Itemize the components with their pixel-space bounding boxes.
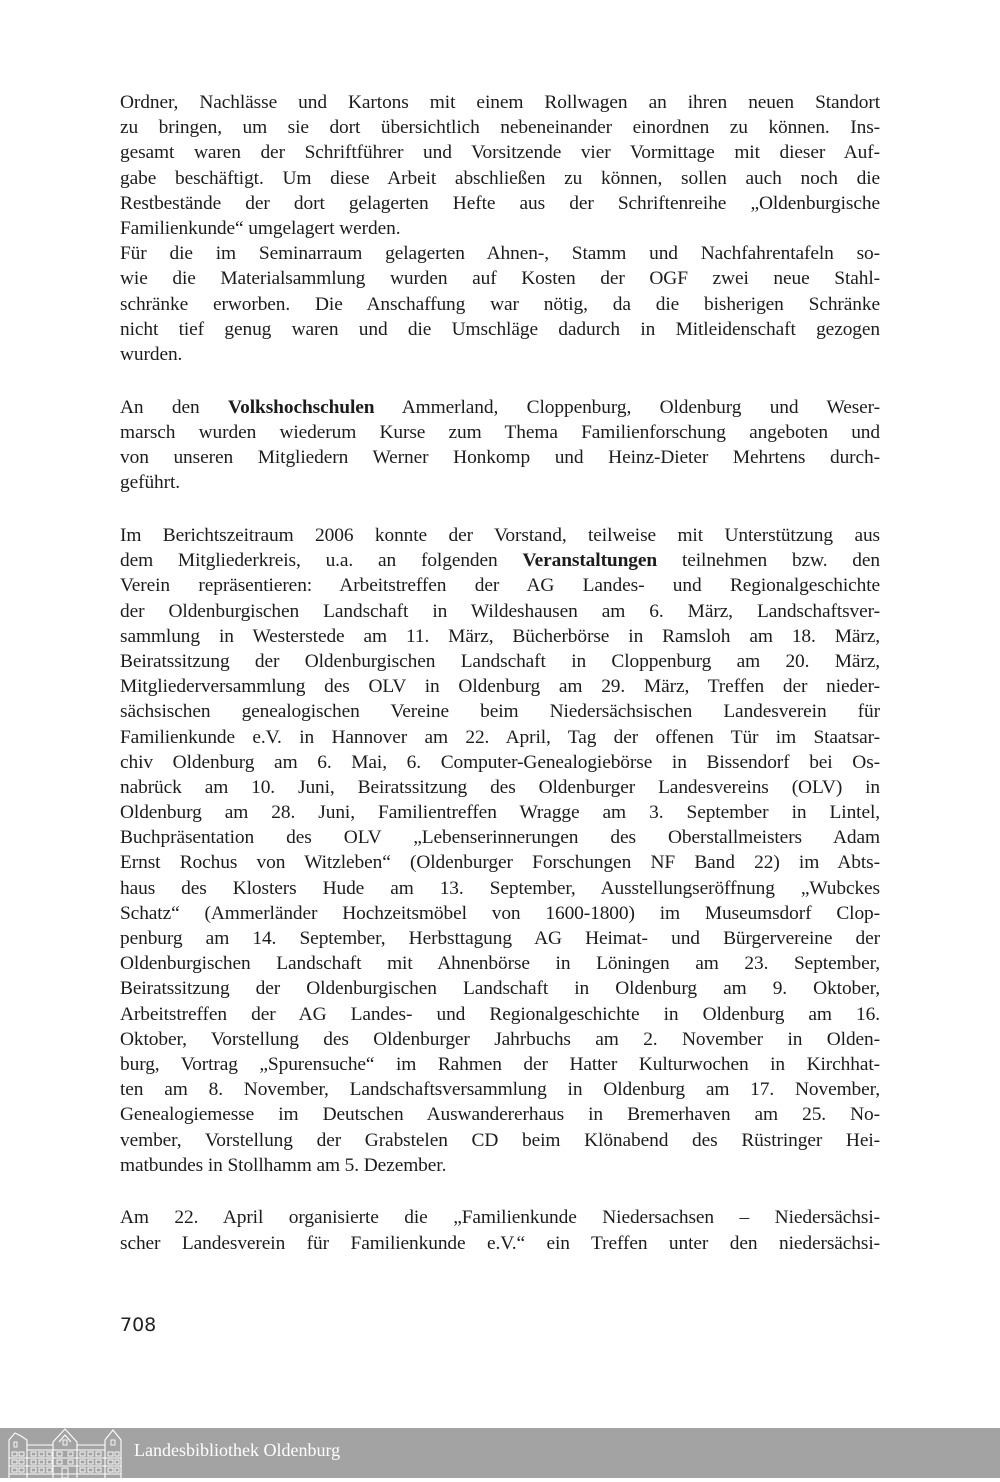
paragraph-veranstaltungen xyxy=(120,523,880,1178)
text-line: Familienkunde“ umgelagert werden. xyxy=(120,217,401,239)
text-line: haus des Klosters Hude am 13. September, Ausstellungseröffnung „Wubckes xyxy=(120,877,880,899)
text-line: Beiratssitzung der Oldenburgischen Landschaft in Cloppenburg am 20. März, xyxy=(120,650,880,672)
page-number: 708 xyxy=(120,1314,157,1336)
text-line: sammlung in Westerstede am 11. März, Bücherbörse in Ramsloh am 18. März, xyxy=(120,625,880,647)
text-line: Für die im Seminarraum gelagerten Ahnen-, Stamm und Nachfahrentafeln so- xyxy=(120,243,880,265)
text-line: Beiratssitzung der Oldenburgischen Landschaft in Oldenburg am 9. Oktober, xyxy=(120,978,880,1000)
text-line: Restbestände der dort gelagerten Hefte aus der Schriftenreihe „Oldenburgische xyxy=(120,192,880,214)
text-line: ten am 8. November, Landschaftsversammlung in Oldenburg am 17. November, xyxy=(120,1079,880,1101)
bold-term-volkshochschulen: Volkshochschulen xyxy=(228,396,375,418)
text-line: marsch wurden wiederum Kurse zum Thema Familienforschung angeboten und xyxy=(120,421,880,443)
text-line: sächsischen genealogischen Vereine beim Niedersächsischen Landesverein für xyxy=(120,701,880,723)
text-line: nicht tief genug waren und die Umschläge dadurch in Mitleidenschaft gezogen xyxy=(120,318,880,340)
text-line: An den Volkshochschulen Ammerland, Cloppenburg, Oldenburg und Weser- xyxy=(120,396,880,418)
text-line: nabrück am 10. Juni, Beiratssitzung des Oldenburger Landesvereins (OLV) in xyxy=(120,776,880,798)
text-line: wurden. xyxy=(120,343,183,365)
text-line: Buchpräsentation des OLV „Lebenserinnerungen des Oberstallmeisters Adam xyxy=(120,827,880,849)
text-line: chiv Oldenburg am 6. Mai, 6. Computer-Genealogiebörse in Bissendorf bei Os- xyxy=(120,751,880,773)
page-body xyxy=(120,90,880,1256)
text-line: dem Mitgliederkreis, u.a. an folgenden Veranstaltungen teilnehmen bzw. den xyxy=(120,550,880,572)
text-line: Oktober, Vorstellung des Oldenburger Jahrbuchs am 2. November in Olden- xyxy=(120,1028,880,1050)
bold-term-veranstaltungen: Veranstaltungen xyxy=(522,550,658,572)
paragraph-volkshochschulen xyxy=(120,395,880,496)
paragraph-archive-move xyxy=(120,90,880,367)
text-line: der Oldenburgischen Landschaft in Wildeshausen am 6. März, Landschaftsver- xyxy=(120,600,880,622)
text-line: Oldenburg am 28. Juni, Familientreffen Wragge am 3. September in Lintel, xyxy=(120,802,880,824)
text-line: Verein repräsentieren: Arbeitstreffen der AG Landes- und Regionalgeschichte xyxy=(120,575,880,597)
text-line: Oldenburgischen Landschaft mit Ahnenbörse in Löningen am 23. September, xyxy=(120,953,880,975)
text-line: Am 22. April organisierte die „Familienkunde Niedersachsen – Niedersächsi- xyxy=(120,1207,880,1229)
text-line: geführt. xyxy=(120,472,181,494)
text-line: Im Berichtszeitraum 2006 konnte der Vorstand, teilweise mit Unterstützung aus xyxy=(120,525,880,546)
footer-bar xyxy=(0,1428,1000,1478)
text-line: Ernst Rochus von Witzleben“ (Oldenburger Forschungen NF Band 22) im Abts- xyxy=(120,852,880,874)
text-line: Familienkunde e.V. in Hannover am 22. April, Tag der offenen Tür im Staatsar- xyxy=(120,726,880,748)
text-line: vember, Vorstellung der Grabstelen CD beim Klönabend des Rüstringer Hei- xyxy=(120,1129,880,1151)
text-line: Schatz“ (Ammerländer Hochzeitsmöbel von 1600-1800) im Museumsdorf Clop- xyxy=(120,902,880,924)
text-line: wie die Materialsammlung wurden auf Kosten der OGF zwei neue Stahl- xyxy=(120,268,880,290)
text-line: Mitgliederversammlung des OLV in Oldenburg am 29. März, Treffen der nieder- xyxy=(120,676,880,698)
text-line: von unseren Mitgliedern Werner Honkomp und Heinz-Dieter Mehrtens durch- xyxy=(120,447,880,469)
text-line: scher Landesverein für Familienkunde e.V.“ ein Treffen unter den niedersächsi- xyxy=(120,1232,880,1254)
text-line: gabe beschäftigt. Um diese Arbeit abschließen zu können, sollen auch noch die xyxy=(120,167,880,189)
text-line: schränke erworben. Die Anschaffung war nötig, da die bisherigen Schränke xyxy=(120,293,880,315)
text-line: zu bringen, um sie dort übersichtlich nebeneinander einordnen zu können. Ins- xyxy=(120,117,880,139)
text-line: matbundes in Stollhamm am 5. Dezember. xyxy=(120,1154,447,1176)
paragraph-meeting-april xyxy=(120,1205,880,1255)
text-line: burg, Vortrag „Spurensuche“ im Rahmen der Hatter Kulturwochen in Kirchhat- xyxy=(120,1053,880,1075)
text-line: gesamt waren der Schriftführer und Vorsitzende vier Vormittage mit dieser Auf- xyxy=(120,142,880,164)
text-line: Genealogiemesse im Deutschen Auswandererhaus in Bremerhaven am 25. No- xyxy=(120,1104,880,1126)
library-building-icon xyxy=(5,1428,125,1478)
text-line: penburg am 14. September, Herbsttagung AG Heimat- und Bürgervereine der xyxy=(120,928,880,949)
text-line: Arbeitstreffen der AG Landes- und Regionalgeschichte in Oldenburg am 16. xyxy=(120,1003,880,1025)
text-line: Ordner, Nachlässe und Kartons mit einem Rollwagen an ihren neuen Standort xyxy=(120,92,880,113)
library-name: Landesbibliothek Oldenburg xyxy=(134,1440,341,1460)
